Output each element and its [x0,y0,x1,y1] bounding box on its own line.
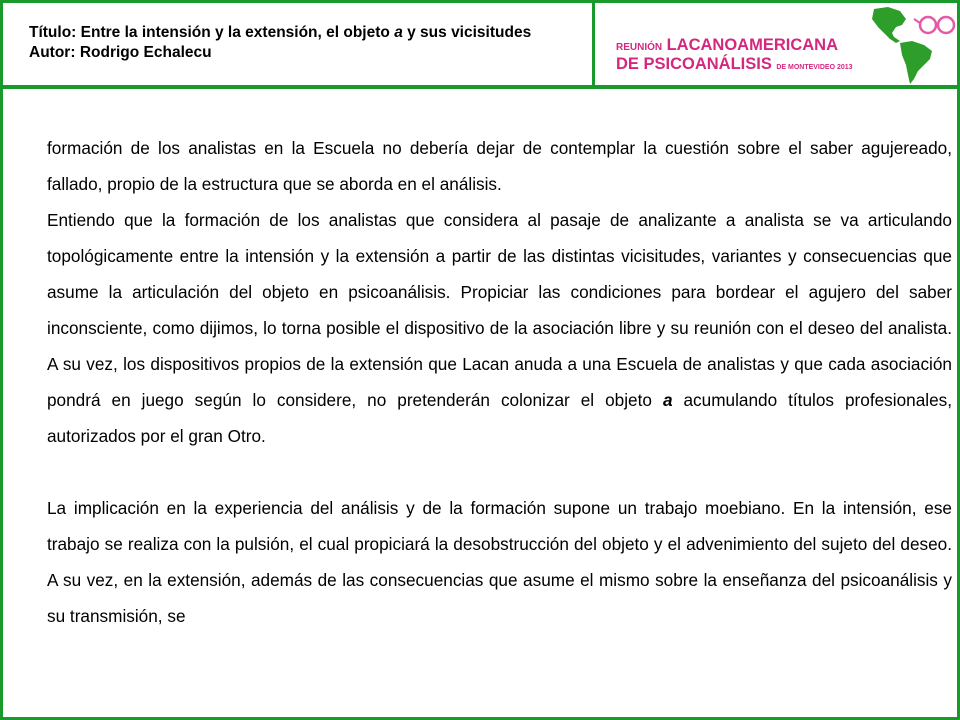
glasses-lens-right [938,17,954,33]
title-label: Título: [29,24,77,41]
glasses-lens-left [920,17,936,33]
paragraph-3: La implicación en la experiencia del análisis y de la formación supone un trabajo moebiano. En la intensión, ese trabajo se realiza con la pulsión, el cual propiciará la desobstrucción del objeto y el advenimiento del sujeto del deseo. A su vez, en la extensión, además de las consecuencias que asume el mismo sobre la enseñanza del psicoanálisis y su transmisión, se [47,498,952,626]
title-italic-a: a [394,24,403,41]
paragraph-2 [47,202,952,454]
logo-line-1 [616,36,838,55]
header-title-block [29,23,574,63]
south-america-shape [900,41,932,84]
header-bar [3,3,957,89]
slide-body-text [47,130,952,634]
glasses-temple [914,19,920,23]
paragraph-gap [47,454,952,490]
paragraph-2-emph-a: a [662,390,673,410]
logo-word-lacanoamericana: LACANOAMERICANA [666,36,838,54]
north-america-shape [872,7,906,43]
americas-map-icon [866,5,960,85]
author-label: Autor: [29,44,76,61]
title-text-part1: Entre la intensión y la extensión, el objeto [80,24,390,41]
event-logo [598,5,957,85]
logo-word-reunion: REUNIÓN [616,42,663,53]
header-divider [592,3,595,85]
paragraph-2-text-end: acumulando títulos profesionales, autorizados por el gran Otro. [47,390,952,446]
logo-word-de-psicoanalisis: DE PSICOANÁLISIS [616,55,772,73]
paragraph-1: formación de los analistas en la Escuela no debería dejar de contemplar la cuestión sobre el saber agujereado, fallado, propio de la estructura que se aborda en el análisis. [47,138,952,194]
author-name: Rodrigo Echalecu [79,44,212,61]
title-text-part2: y sus vicisitudes [407,24,532,41]
logo-line-2 [616,55,853,74]
logo-word-montevideo: DE MONTEVIDEO 2013 [776,64,853,71]
paragraph-2-text: Entiendo que la formación de los analistas que considera al pasaje de analizante a analista se va articulando topológicamente entre la intensión y la extensión a partir de las distintas vicisitudes, variantes y consecuencias que asume la articulación del objeto en psicoanálisis. Propiciar las condiciones para bordear el agujero del saber inconsciente, como dijimos, lo torna posible el dispositivo de la asociación libre y su reunión con el deseo del analista. A su vez, los dispositivos propios de la extensión que Lacan anuda a una Escuela de analistas y que cada asociación pondrá en juego según lo considere, no pretenderán colonizar el objeto [47,210,952,410]
